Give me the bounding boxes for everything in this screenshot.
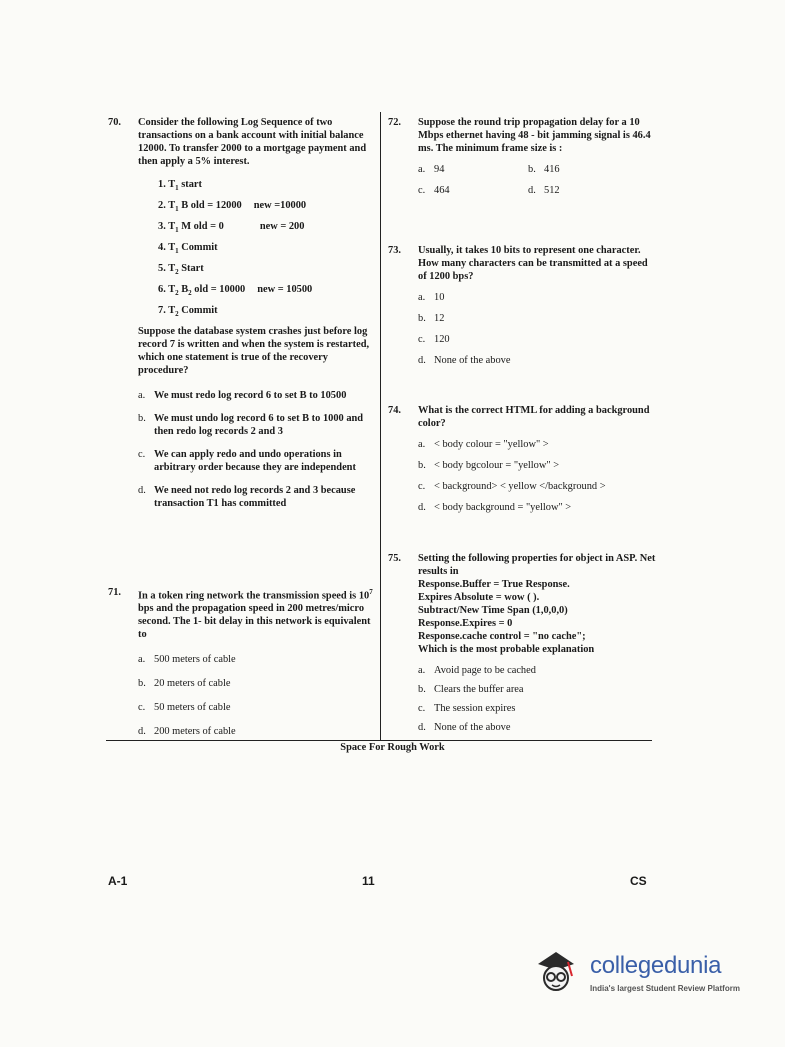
option-a[interactable]: a. We must redo log record 6 to set B to 10500 [138, 390, 347, 401]
question-number: 72. [388, 117, 401, 128]
options-grid [418, 163, 656, 197]
option-d[interactable]: d. 512 [528, 185, 560, 196]
options-list [418, 664, 656, 734]
option-c[interactable]: c. 120 [418, 334, 450, 345]
question-text: What is the correct HTML for adding a background color? [418, 405, 650, 429]
log-step: 1. $T_1$ start [158, 179, 203, 193]
option-c[interactable]: c. We can apply redo and undo operations in arbitrary order because they are independent [138, 449, 356, 473]
log-step: 6. $T_2$ $B_2$ old = 10000 new = 10500 [158, 284, 313, 298]
question-text: Consider the following Log Sequence of two transactions on a bank account with initial balance 12000. To transfer 2000 to a mortgage payment and then apply a 5% interest. [138, 117, 367, 167]
question-text: Setting the following properties for object in ASP. Net results in Response.Buffer = True Response. Expires Absolute = wow ( ). Subtract/New Time Span (1,0,0,0) Response.Expires = 0 Response.cache control = "no cache"; Which is the most probable explanation [418, 553, 656, 655]
option-c[interactable]: c. < background> < yellow </background > [418, 481, 606, 492]
options-list [418, 438, 656, 514]
question-number: 70. [108, 117, 121, 128]
question-text: In a token ring network the transmission speed is $10^7$ bps and the propagation speed in 200 metres/micro second. The 1- bit delay in this network is equivalent to [138, 588, 373, 641]
log-step: 7. $T_2$ Commit [158, 305, 218, 319]
collegedunia-logo[interactable] [528, 944, 758, 1004]
option-c[interactable]: c. 50 meters of cable [138, 702, 231, 714]
options-list [138, 653, 376, 738]
option-b[interactable]: b. 12 [418, 313, 445, 324]
option-a[interactable]: a. < body colour = "yellow" > [418, 439, 549, 450]
question-number: 75. [388, 553, 401, 564]
option-b[interactable]: b. 20 meters of cable [138, 678, 231, 690]
option-d[interactable]: d. 200 meters of cable [138, 726, 236, 738]
question-number: 71. [108, 587, 121, 598]
question-73 [388, 244, 656, 375]
question-text: Suppose the round trip propagation delay for a 10 Mbps ethernet having 48 - bit jamming signal is 46.4 ms. The minimum frame size is : [418, 117, 651, 154]
options-list [418, 291, 656, 367]
page-number: 11 [362, 874, 375, 888]
option-d[interactable]: d. We need not redo log records 2 and 3 because transaction T1 has committed [138, 485, 356, 509]
logo-name: collegedunia [590, 952, 722, 979]
log-step: 3. $T_1$ M old = 0 new = 200 [158, 221, 305, 235]
log-step: 4. $T_1$ Commit [158, 242, 218, 256]
option-c[interactable]: c. The session expires [418, 703, 516, 714]
option-a[interactable]: a. 94 [418, 164, 445, 175]
footer-left: A-1 [108, 874, 128, 888]
option-d[interactable]: d. None of the above [418, 722, 511, 733]
options-list [138, 389, 376, 510]
mascot-icon [528, 944, 584, 1000]
question-75 [388, 552, 656, 734]
log-step: 2. $T_1$ B old = 12000 new =10000 [158, 200, 307, 214]
rough-work-label: Space For Rough Work [340, 742, 445, 753]
option-d[interactable]: d. None of the above [418, 355, 511, 366]
option-b[interactable]: b. Clears the buffer area [418, 684, 524, 695]
option-a[interactable]: a. Avoid page to be cached [418, 665, 536, 676]
question-71 [108, 586, 376, 746]
option-a[interactable]: a. 10 [418, 292, 445, 303]
option-a[interactable]: a. 500 meters of cable [138, 654, 236, 666]
log-sequence [158, 178, 376, 325]
question-72 [388, 116, 656, 197]
logo-tagline: India's largest Student Review Platform [590, 984, 740, 993]
option-d[interactable]: d. < body background = "yellow" > [418, 502, 572, 513]
question-number: 74. [388, 405, 401, 416]
log-step: 5. $T_2$ Start [158, 263, 204, 277]
option-b[interactable]: b. We must undo log record 6 to set B to 1000 and then redo log records 2 and 3 [138, 413, 364, 437]
question-74 [388, 404, 656, 522]
question-number: 73. [388, 245, 401, 256]
question-70 [108, 116, 376, 518]
question-text: Usually, it takes 10 bits to represent one character. How many characters can be transmitted at a speed of 1200 bps? [418, 245, 648, 282]
bottom-rule [106, 740, 652, 741]
option-c[interactable]: c. 464 [418, 185, 450, 196]
question-followup: Suppose the database system crashes just before log record 7 is written and when the system is restarted, which one statement is true of the recovery procedure? [138, 326, 370, 376]
option-b[interactable]: b. 416 [528, 164, 560, 175]
footer-right: CS [630, 874, 647, 888]
option-b[interactable]: b. < body bgcolour = "yellow" > [418, 460, 560, 471]
column-divider [380, 112, 381, 740]
